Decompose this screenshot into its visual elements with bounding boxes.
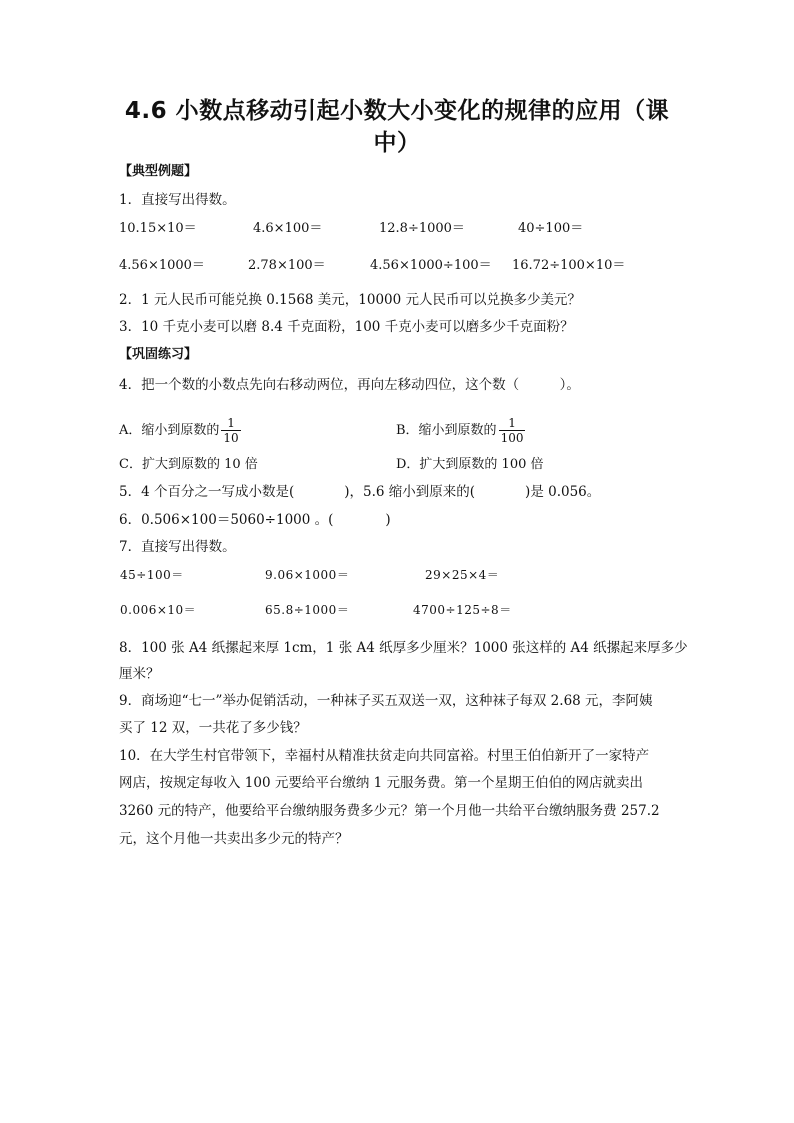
question-3: 3．10 千克小麦可以磨 8.4 千克面粉，100 千克小麦可以磨多少千克面粉？: [119, 319, 574, 335]
section-heading-practice: 【巩固练习】: [119, 347, 198, 362]
expression: 12.8÷1000＝: [379, 221, 465, 236]
question-9-line-2: 买了 12 双，一共花了多少钱？: [119, 720, 307, 736]
question-5-text-1: 5．4 个百分之一写成小数是(: [119, 484, 295, 500]
fraction-numerator: 1: [227, 416, 235, 430]
expression: 2.78×100＝: [248, 258, 326, 273]
fraction-one-tenth: [221, 416, 240, 445]
expression: 0.006×10＝: [120, 603, 197, 617]
expression: 4.56×1000÷100＝: [370, 258, 492, 273]
question-5-text-3: )是 0.056。: [525, 484, 601, 500]
option-b: [396, 416, 525, 445]
question-10-line-4: 元，这个月他一共卖出多少元的特产？: [119, 831, 349, 847]
question-6-text-2: ): [385, 512, 391, 528]
option-d: D．扩大到原数的 100 倍: [396, 457, 544, 472]
question-5: [119, 480, 600, 500]
expression: 45÷100＝: [120, 568, 184, 582]
expression: 40÷100＝: [518, 221, 584, 236]
option-b-label: B．缩小到原数的: [396, 423, 497, 438]
question-1-row-2: [0, 254, 794, 274]
expression: 10.15×10＝: [119, 221, 197, 236]
option-c: C．扩大到原数的 10 倍: [119, 457, 258, 472]
fraction-denominator: 10: [223, 431, 239, 445]
question-8-line-2: 厘米？: [119, 666, 160, 682]
expression: 65.8÷1000＝: [265, 603, 350, 617]
expression: 29×25×4＝: [425, 568, 500, 582]
question-2: 2．1 元人民币可能兑换 0.1568 美元，10000 元人民币可以兑换多少美元？: [119, 292, 582, 308]
question-1-prompt: 1．直接写出得数。: [119, 192, 236, 208]
question-9-line-1: 9．商场迎“七一”举办促销活动，一种袜子买五双送一双，这种袜子每双 2.68 元，李阿姨: [119, 693, 653, 709]
question-4-options-cd: [0, 453, 794, 473]
question-10-line-2: 网店，按规定每收入 100 元要给平台缴纳 1 元服务费。第一个星期王伯伯的网店就卖出: [119, 775, 644, 791]
fraction-one-hundredth: [499, 416, 526, 445]
question-1-row-1: [0, 217, 794, 237]
question-10-line-1: 10．在大学生村官带领下，幸福村从精准扶贫走向共同富裕。村里王伯伯新开了一家特产: [119, 748, 650, 764]
question-4-prompt: 4．把一个数的小数点先向右移动两位，再向左移动四位，这个数（ ）。: [119, 377, 580, 393]
question-8-line-1: 8．100 张 A4 纸摞起来厚 1cm，1 张 A4 纸厚多少厘米？1000 张这样的 A4 纸摞起来厚多少: [119, 640, 688, 656]
question-6-text-1: 6．0.506×100＝5060÷1000 。(: [119, 512, 334, 528]
question-5-text-2: )，5.6 缩小到原来的(: [344, 484, 476, 500]
page-title: 4.6 小数点移动引起小数大小变化的规律的应用（课中）: [124, 98, 670, 156]
question-7-row-1: [0, 566, 794, 586]
section-heading-examples: 【典型例题】: [119, 164, 198, 179]
question-4-options-ab: [0, 408, 794, 444]
question-7-row-2: [0, 601, 794, 621]
fraction-denominator: 100: [500, 431, 524, 445]
question-10-line-3: 3260 元的特产，他要给平台缴纳服务费多少元？第一个月他一共给平台缴纳服务费 257.2: [119, 803, 660, 819]
option-a: [119, 416, 241, 445]
expression: 9.06×1000＝: [265, 568, 350, 582]
option-a-label: A．缩小到原数的: [119, 423, 220, 438]
expression: 4700÷125÷8＝: [413, 603, 512, 617]
question-7-prompt: 7．直接写出得数。: [119, 539, 236, 555]
expression: 4.56×1000＝: [119, 258, 205, 273]
expression: 16.72÷100×10＝: [512, 258, 626, 273]
fraction-numerator: 1: [508, 416, 516, 430]
question-6: [119, 508, 391, 528]
expression: 4.6×100＝: [253, 221, 323, 236]
